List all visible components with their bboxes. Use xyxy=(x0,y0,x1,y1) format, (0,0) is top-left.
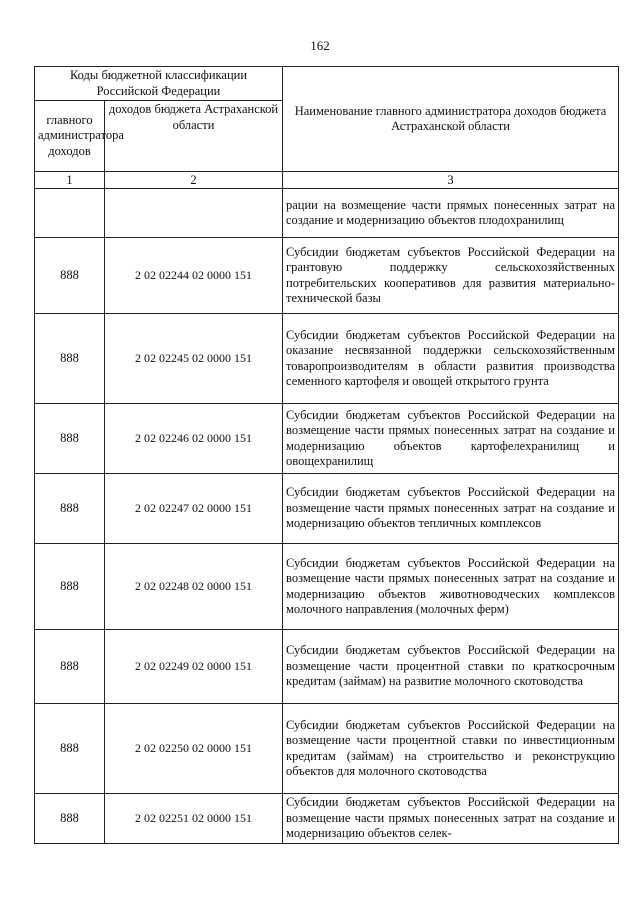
admin-code: 888 xyxy=(35,704,105,794)
header-num-2: 2 xyxy=(105,172,283,189)
table-row xyxy=(35,544,619,630)
admin-code: 888 xyxy=(35,474,105,544)
income-code: 2 02 02250 02 0000 151 xyxy=(105,704,283,794)
header-row-numbers xyxy=(35,172,619,189)
table-row xyxy=(35,189,619,238)
income-name: Субсидии бюджетам субъектов Российской Федерации на возмещение части процентной ставки по инвестиционным кредитам (займам) на строительство и реконструкцию объектов для молочного скотоводства xyxy=(283,704,619,794)
header-col-name: Наименование главного администратора доходов бюджета Астраханской области xyxy=(283,67,619,172)
admin-code: 888 xyxy=(35,630,105,704)
admin-code: 888 xyxy=(35,794,105,844)
income-name: Субсидии бюджетам субъектов Российской Федерации на возмещение части прямых понесенных затрат на создание и модернизацию объектов селек- xyxy=(283,794,619,844)
table-row xyxy=(35,630,619,704)
income-name: Субсидии бюджетам субъектов Российской Федерации на грантовую поддержку сельскохозяйственных потребительских кооперативов для развития материально-технической базы xyxy=(283,238,619,314)
table-row xyxy=(35,704,619,794)
admin-code: 888 xyxy=(35,314,105,404)
income-name: Субсидии бюджетам субъектов Российской Федерации на возмещение части прямых понесенных затрат на создание и модернизацию объектов тепличных комплексов xyxy=(283,474,619,544)
income-name: Субсидии бюджетам субъектов Российской Федерации на возмещение части прямых понесенных затрат на создание и модернизацию объектов картофелехранилищ и овощехранилищ xyxy=(283,404,619,474)
admin-code: 888 xyxy=(35,238,105,314)
income-code: 2 02 02251 02 0000 151 xyxy=(105,794,283,844)
admin-code xyxy=(35,189,105,238)
table-row xyxy=(35,474,619,544)
income-name: рации на возмещение части прямых понесенных затрат на создание и модернизацию объектов плодохранилищ xyxy=(283,189,619,238)
header-num-1: 1 xyxy=(35,172,105,189)
budget-classification-table xyxy=(34,66,619,844)
table-row xyxy=(35,238,619,314)
income-code xyxy=(105,189,283,238)
header-row-group xyxy=(35,67,619,101)
income-code: 2 02 02249 02 0000 151 xyxy=(105,630,283,704)
income-code: 2 02 02244 02 0000 151 xyxy=(105,238,283,314)
income-code: 2 02 02246 02 0000 151 xyxy=(105,404,283,474)
table-row xyxy=(35,314,619,404)
header-col-code: доходов бюджета Астраханской области xyxy=(105,101,283,172)
page-number: 162 xyxy=(310,38,330,53)
income-code: 2 02 02247 02 0000 151 xyxy=(105,474,283,544)
header-group-title: Коды бюджетной классификации Российской Федерации xyxy=(35,67,283,101)
header-num-3: 3 xyxy=(283,172,619,189)
income-code: 2 02 02245 02 0000 151 xyxy=(105,314,283,404)
table-row xyxy=(35,404,619,474)
income-name: Субсидии бюджетам субъектов Российской Федерации на оказание несвязанной поддержки сельскохозяйственным товаропроизводителям в области развития производства семенного картофеля и овощей открытого грунта xyxy=(283,314,619,404)
income-name: Субсидии бюджетам субъектов Российской Федерации на возмещение части процентной ставки по краткосрочным кредитам (займам) на развитие молочного скотоводства xyxy=(283,630,619,704)
admin-code: 888 xyxy=(35,544,105,630)
table-row xyxy=(35,794,619,844)
income-code: 2 02 02248 02 0000 151 xyxy=(105,544,283,630)
admin-code: 888 xyxy=(35,404,105,474)
income-name: Субсидии бюджетам субъектов Российской Федерации на возмещение части прямых понесенных затрат на создание и модернизацию объектов животноводческих комплексов молочного направления (молочных ферм) xyxy=(283,544,619,630)
header-col-admin: главного администратора доходов xyxy=(35,101,105,172)
